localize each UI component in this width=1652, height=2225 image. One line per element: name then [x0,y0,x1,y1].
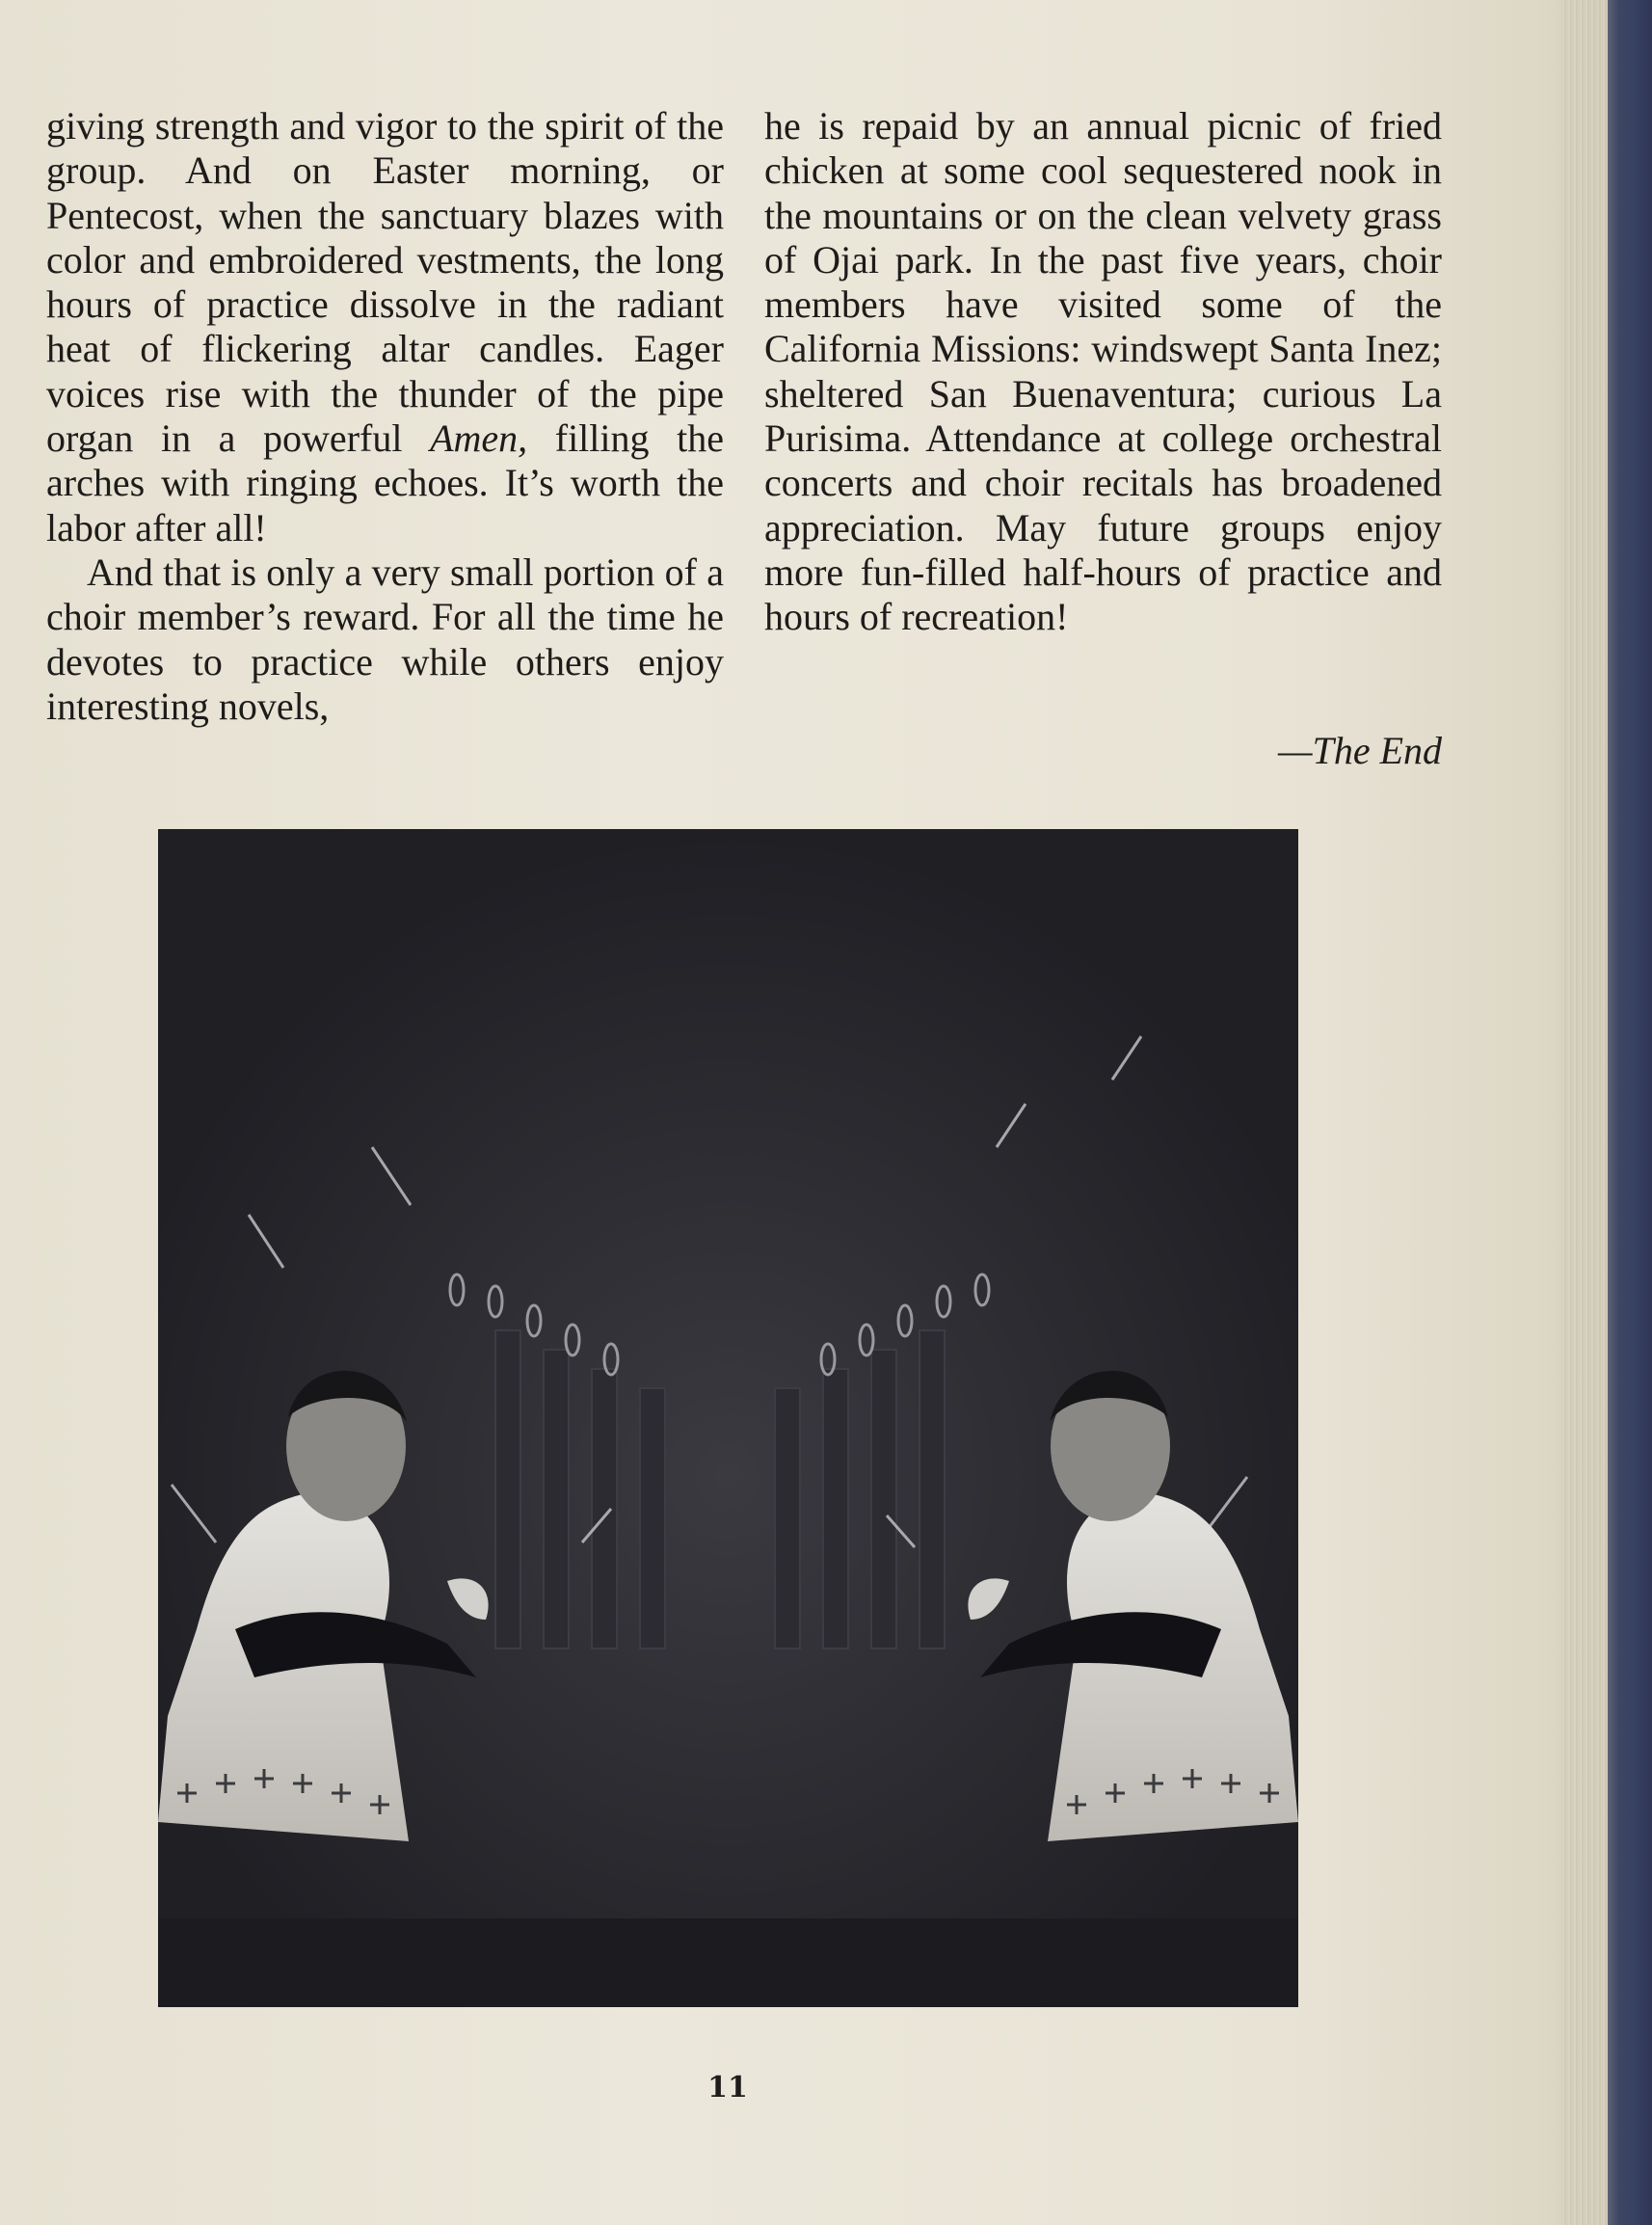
article-end-signature: —The End [1278,729,1442,772]
page-number: 11 [707,2071,748,2104]
page-edge-stack [1561,0,1612,2225]
choir-boys-photograph [158,829,1298,2007]
photo-illustration [158,829,1298,2007]
emphasized-amen: Amen, [430,416,528,461]
left-paragraph-1-part-a: giving strength and vigor to the spirit of the group. And on Easter morning, or Pentecost, when the sanctuary blazes with color and embroidered vestments, the long hours of practice dissolve in the radiant heat of flickering altar candles. Eager voices rise with the thunder of the pipe organ in a powerful [46,104,724,461]
left-paragraph-1-part-b: filling the arches with ringing echoes. It’s worth the labor after all! [46,416,724,550]
magazine-cover-edge [1608,0,1652,2225]
right-paragraph: he is repaid by an annual picnic of fried chicken at some cool sequestered nook in the mountains or on the clean velvety grass of Ojai park. In the past five years, choir members have visited some of the California Missions: windswept Santa Inez; sheltered San Buenaventura; curious La Purisima. Attendance at college orchestral concerts and choir recitals has broadened appreciation. May future groups enjoy more fun-filled half-hours of practice and hours of recreation! [764,104,1442,639]
left-paragraph-1 [46,104,724,550]
left-paragraph-2: And that is only a very small portion of a choir member’s reward. For all the time he devotes to practice while others enjoy interesting novels, [46,550,724,728]
right-text-column [764,104,1442,640]
left-text-column [46,104,724,729]
